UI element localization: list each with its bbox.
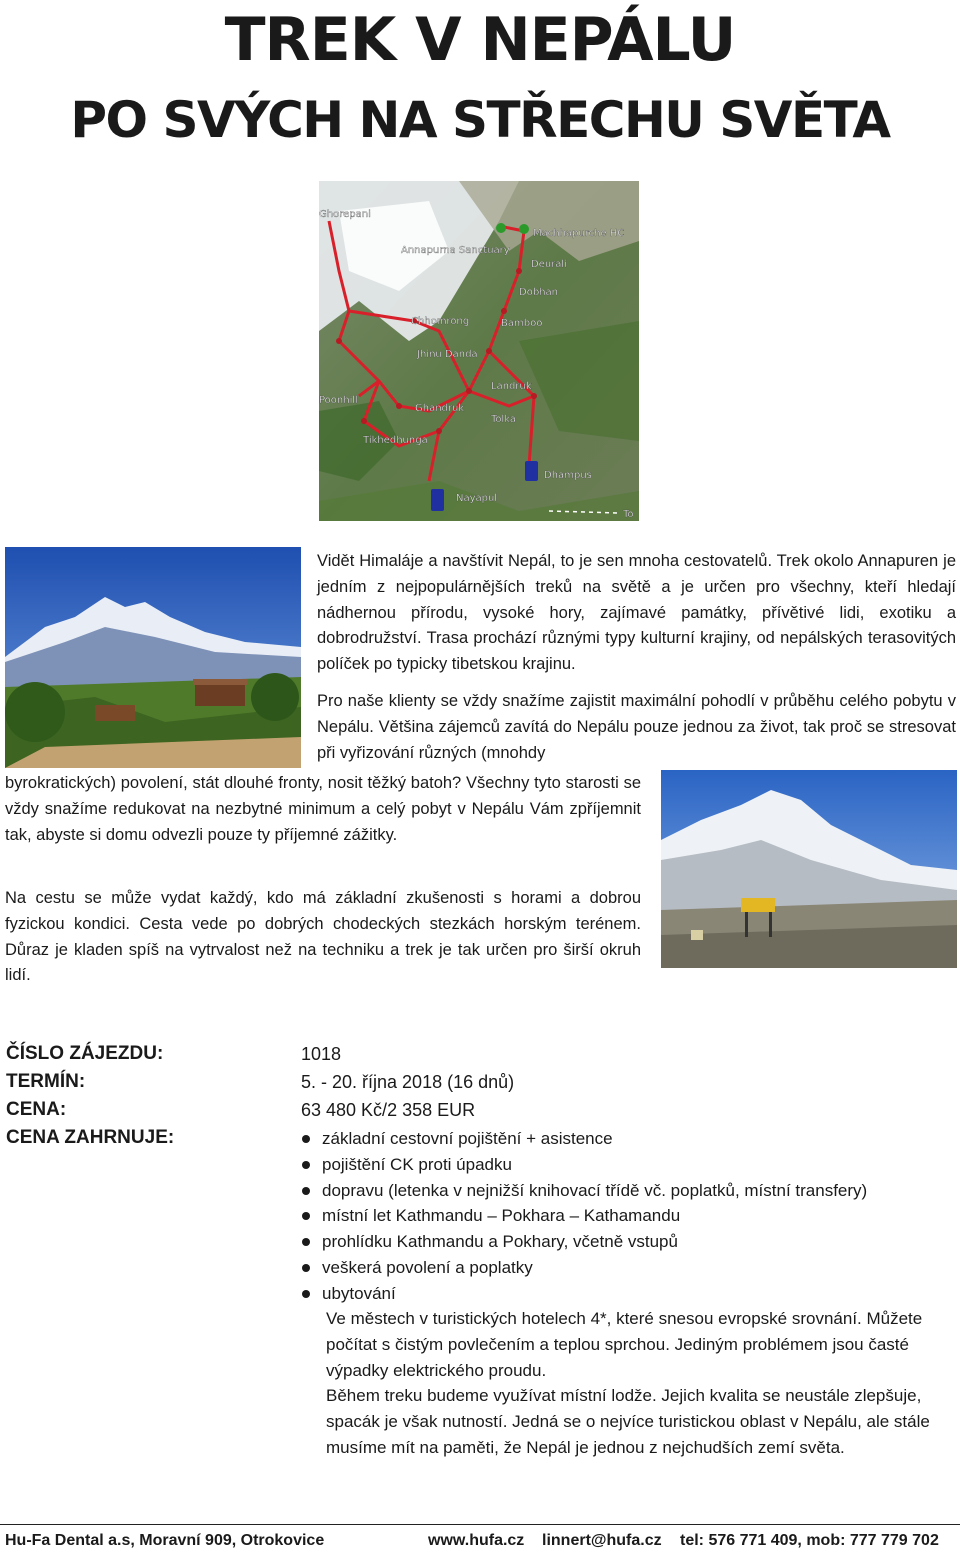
trip-term-label: TERMÍN: [6, 1071, 86, 1092]
map-label: Deurali [531, 259, 567, 270]
list-item: prohlídku Kathmandu a Pokhary, včetně vstupů [300, 1229, 867, 1255]
footer-company: Hu-Fa Dental a.s, Moravní 909, Otrokovice [5, 1532, 325, 1549]
footer-phone: tel: 576 771 409, mob: 777 779 702 [680, 1532, 939, 1549]
trip-price-value: 63 480 Kč/2 358 EUR [301, 1100, 476, 1120]
map-label: Tolka [491, 414, 517, 425]
trek-route-map [319, 181, 639, 521]
footer-web-link[interactable]: www.hufa.cz [428, 1532, 525, 1549]
map-label: Annapurna Sanctuary [401, 245, 510, 256]
page-title: TREK V NEPÁLU [224, 5, 736, 75]
map-label: Landruk [491, 381, 532, 392]
intro-paragraph-2-top: Pro naše klienty se vždy snažíme zajistit maximální pohodlí v průběhu celého pobytu v Nepálu. Většina zájemců zavítá do Nepálu pouze jednou za život, tak proč se stresovat při vyřizování různých (mnohdy [317, 692, 956, 762]
list-item: pojištění CK proti úpadku [300, 1152, 867, 1178]
list-item: veškerá povolení a poplatky [300, 1255, 867, 1281]
map-label: Dhampus [544, 470, 592, 481]
map-label: Ghorepani [319, 209, 371, 220]
list-item: dopravu (letenka v nejnižší knihovací třídě vč. poplatků, místní transfery) [300, 1178, 867, 1204]
footer-divider [0, 1524, 960, 1525]
map-label: Dobhan [519, 287, 558, 298]
page-subtitle: PO SVÝCH NA STŘECHU SVĚTA [70, 91, 890, 149]
map-label: Bamboo [501, 318, 543, 329]
intro-paragraph-1: Vidět Himaláje a navštívit Nepál, to je sen mnoha cestovatelů. Trek okolo Annapuren je jedním z nejpopulárnějších treků na světě a je určen pro všechny, kteří hledají nádhernou přírodu, vysoké hory, zajímavé památky, přívětivé lidi, exotiku a dobrodružství. Trasa prochází různými typy kulturní krajiny, od nepálských terasovitých políček po typicky tibetskou krajinu. [317, 552, 956, 674]
map-label: Poonhill [319, 395, 358, 406]
list-item: místní let Kathmandu – Pokhara – Kathamandu [300, 1203, 867, 1229]
map-label: Ghandruk [415, 403, 465, 414]
footer-email-link[interactable]: linnert@hufa.cz [542, 1532, 662, 1549]
price-includes-label: CENA ZAHRNUJE: [6, 1127, 175, 1148]
trip-number-label: ČÍSLO ZÁJEZDU: [6, 1043, 164, 1064]
list-item: ubytování [300, 1281, 867, 1307]
trip-price-label: CENA: [6, 1099, 67, 1120]
base-camp-photo [661, 770, 957, 968]
accommodation-hotels-text: Ve městech v turistických hotelech 4*, které snesou evropské srovnání. Můžete počítat s čistým povlečením a teplou sprchou. Jediným problémem jsou časté výpadky elektrického proudu. [326, 1309, 923, 1380]
intro-paragraph-2-bottom: byrokratických) povolení, stát dlouhé fronty, nosit těžký batoh? Všechny tyto starosti se vždy snažíme redukovat na nezbytné minimum a celý pobyt v Nepálu Vám zpříjemnit tak, abyste si domu odvezli pouze ty příjemné zážitky. [5, 774, 641, 844]
accommodation-lodges-text: Během treku budeme využívat místní lodže. Jejich kvalita se neustále zlepšuje, spacák je však nutností. Jedná se o nejvíce turistickou oblast v Nepálu, ale stále musíme mít na paměti, že Nepál je jednou z nejchudších zemí světa. [326, 1386, 930, 1457]
map-label: Tikhedhunga [363, 435, 428, 446]
trip-number-value: 1018 [301, 1044, 342, 1064]
map-label: Jhinu Danda [417, 349, 478, 360]
intro-paragraph-3: Na cestu se může vydat každý, kdo má základní zkušenosti s horami a dobrou fyzickou kondici. Cesta vede po dobrých chodeckých stezkách horským terénem. Důraz je kladen spíš na vytrvalost než na techniku a trek je tak určen pro širší okruh lidí. [5, 889, 641, 985]
trip-term-value: 5. - 20. října 2018 (16 dnů) [301, 1072, 515, 1092]
list-item: základní cestovní pojištění + asistence [300, 1126, 867, 1152]
map-label: Machhapurche HC [533, 228, 625, 239]
map-label: To [623, 509, 634, 520]
annapurna-village-photo [5, 547, 301, 768]
map-label: Chhomrong [411, 316, 470, 327]
map-label: Nayapul [456, 493, 498, 504]
price-includes-list [300, 1126, 867, 1307]
accommodation-details [326, 1306, 956, 1461]
